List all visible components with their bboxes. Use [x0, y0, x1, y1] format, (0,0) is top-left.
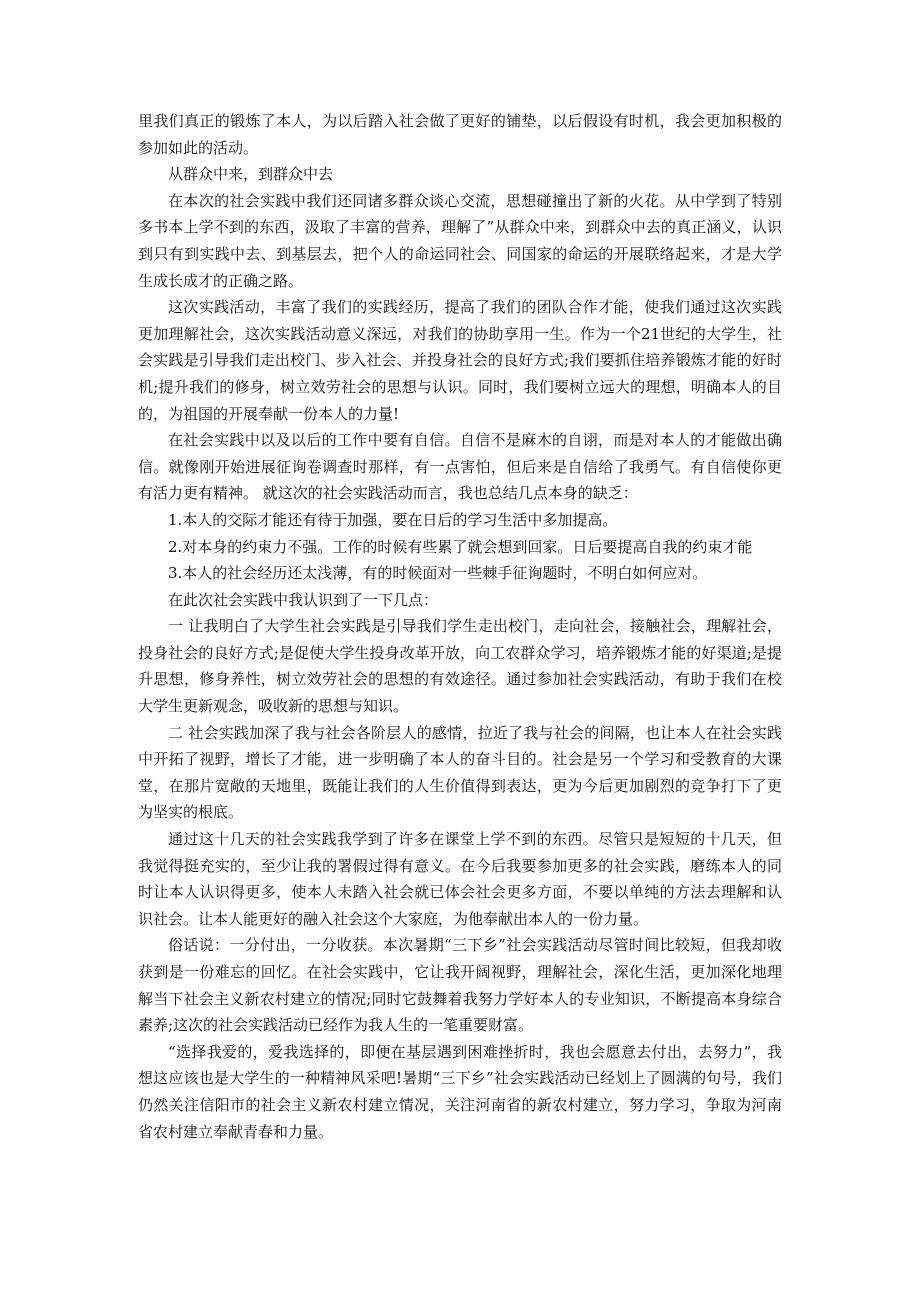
paragraph: 这次实践活动，丰富了我们的实践经历，提高了我们的团队合作才能，使我们通过这次实践更加理解社会，这次实践活动意义深远，对我们的协助享用一生。作为一个21世纪的大学生，社会实践是引导我们走出校门、步入社会、并投身社会的良好方式;我们要抓住培养锻炼才能的好时机;提升我们的修身，树立效劳社会的思想与认识。同时，我们要树立远大的理想，明确本人的目的，为祖国的开展奉献一份本人的力量! [138, 298, 782, 423]
paragraph: 二 社会实践加深了我与社会各阶层人的感情，拉近了我与社会的间隔，也让本人在社会实践中开拓了视野，增长了才能，进一步明确了本人的奋斗目的。社会是另一个学习和受教育的大课堂，在那片宽敞的天地里，既能让我们的人生价值得到表达，更为今后更加剧烈的竞争打下了更为坚实的根底。 [138, 723, 782, 822]
paragraph: 一 让我明白了大学生社会实践是引导我们学生走出校门，走向社会，接触社会，理解社会，投身社会的良好方式;是促使大学生投身改革开放，向工农群众学习，培养锻炼才能的好渠道;是提升思想，修身养性，树立效劳社会的思想的有效途径。通过参加社会实践活动，有助于我们在校大学生更新观念，吸收新的思想与知识。 [138, 617, 782, 716]
paragraph: 在社会实践中以及以后的工作中要有自信。自信不是麻木的自诩，而是对本人的才能做出确信。就像刚开始进展征询卷调查时那样，有一点害怕，但后来是自信给了我勇气。有自信使你更有活力更有精神。 就这次的社会实践活动而言，我也总结几点本身的缺乏： [138, 431, 782, 503]
paragraph: 里我们真正的锻炼了本人，为以后踏入社会做了更好的铺垫，以后假设有时机，我会更加积极的参加如此的活动。 [138, 112, 782, 157]
list-item: 3.本人的社会经历还太浅薄，有的时候面对一些棘手征询题时，不明白如何应对。 [168, 564, 708, 583]
paragraph: 在此次社会实践中我认识到了一下几点： [168, 590, 439, 609]
list-item: 2.对本身的约束力不强。工作的时候有些累了就会想到回家。日后要提高自我的约束才能 [168, 537, 753, 556]
section-heading: 从群众中来，到群众中去 [168, 165, 334, 184]
paragraph: 在本次的社会实践中我们还同诸多群众谈心交流，思想碰撞出了新的火花。从中学到了特别多书本上学不到的东西，汲取了丰富的营养，理解了”从群众中来，到群众中去的真正涵义，认识到只有到实践中去、到基层去，把个人的命运同社会、同国家的命运的开展联络起来，才是大学生成长成才的正确之路。 [138, 191, 782, 290]
paragraph: 俗话说：一分付出，一分收获。本次暑期“三下乡”社会实践活动尽管时间比较短，但我却收获到是一份难忘的回忆。在社会实践中，它让我开阔视野，理解社会，深化生活，更加深化地理解当下社会主义新农村建立的情况;同时它鼓舞着我努力学好本人的专业知识，不断提高本身综合素养;这次的社会实践活动已经作为我人生的一笔重要财富。 [138, 936, 782, 1035]
list-item: 1.本人的交际才能还有待于加强，要在日后的学习生活中多加提高。 [168, 510, 618, 529]
document-body [138, 108, 782, 1145]
paragraph: 通过这十几天的社会实践我学到了许多在课堂上学不到的东西。尽管只是短短的十几天，但我觉得挺充实的，至少让我的署假过得有意义。在今后我要参加更多的社会实践，磨练本人的同时让本人认识得更多，使本人未踏入社会就已体会社会更多方面，不要以单纯的方法去理解和认识社会。让本人能更好的融入社会这个大家庭，为他奉献出本人的一份力量。 [138, 830, 782, 928]
paragraph: “选择我爱的，爱我选择的，即便在基层遇到困难挫折时，我也会愿意去付出，去努力”，我想这应该也是大学生的一种精神风采吧!暑期“三下乡”社会实践活动已经划上了圆满的句号，我们仍然关注信阳市的社会主义新农村建立情况，关注河南省的新农村建立，努力学习，争取为河南省农村建立奉献青春和力量。 [138, 1042, 782, 1141]
